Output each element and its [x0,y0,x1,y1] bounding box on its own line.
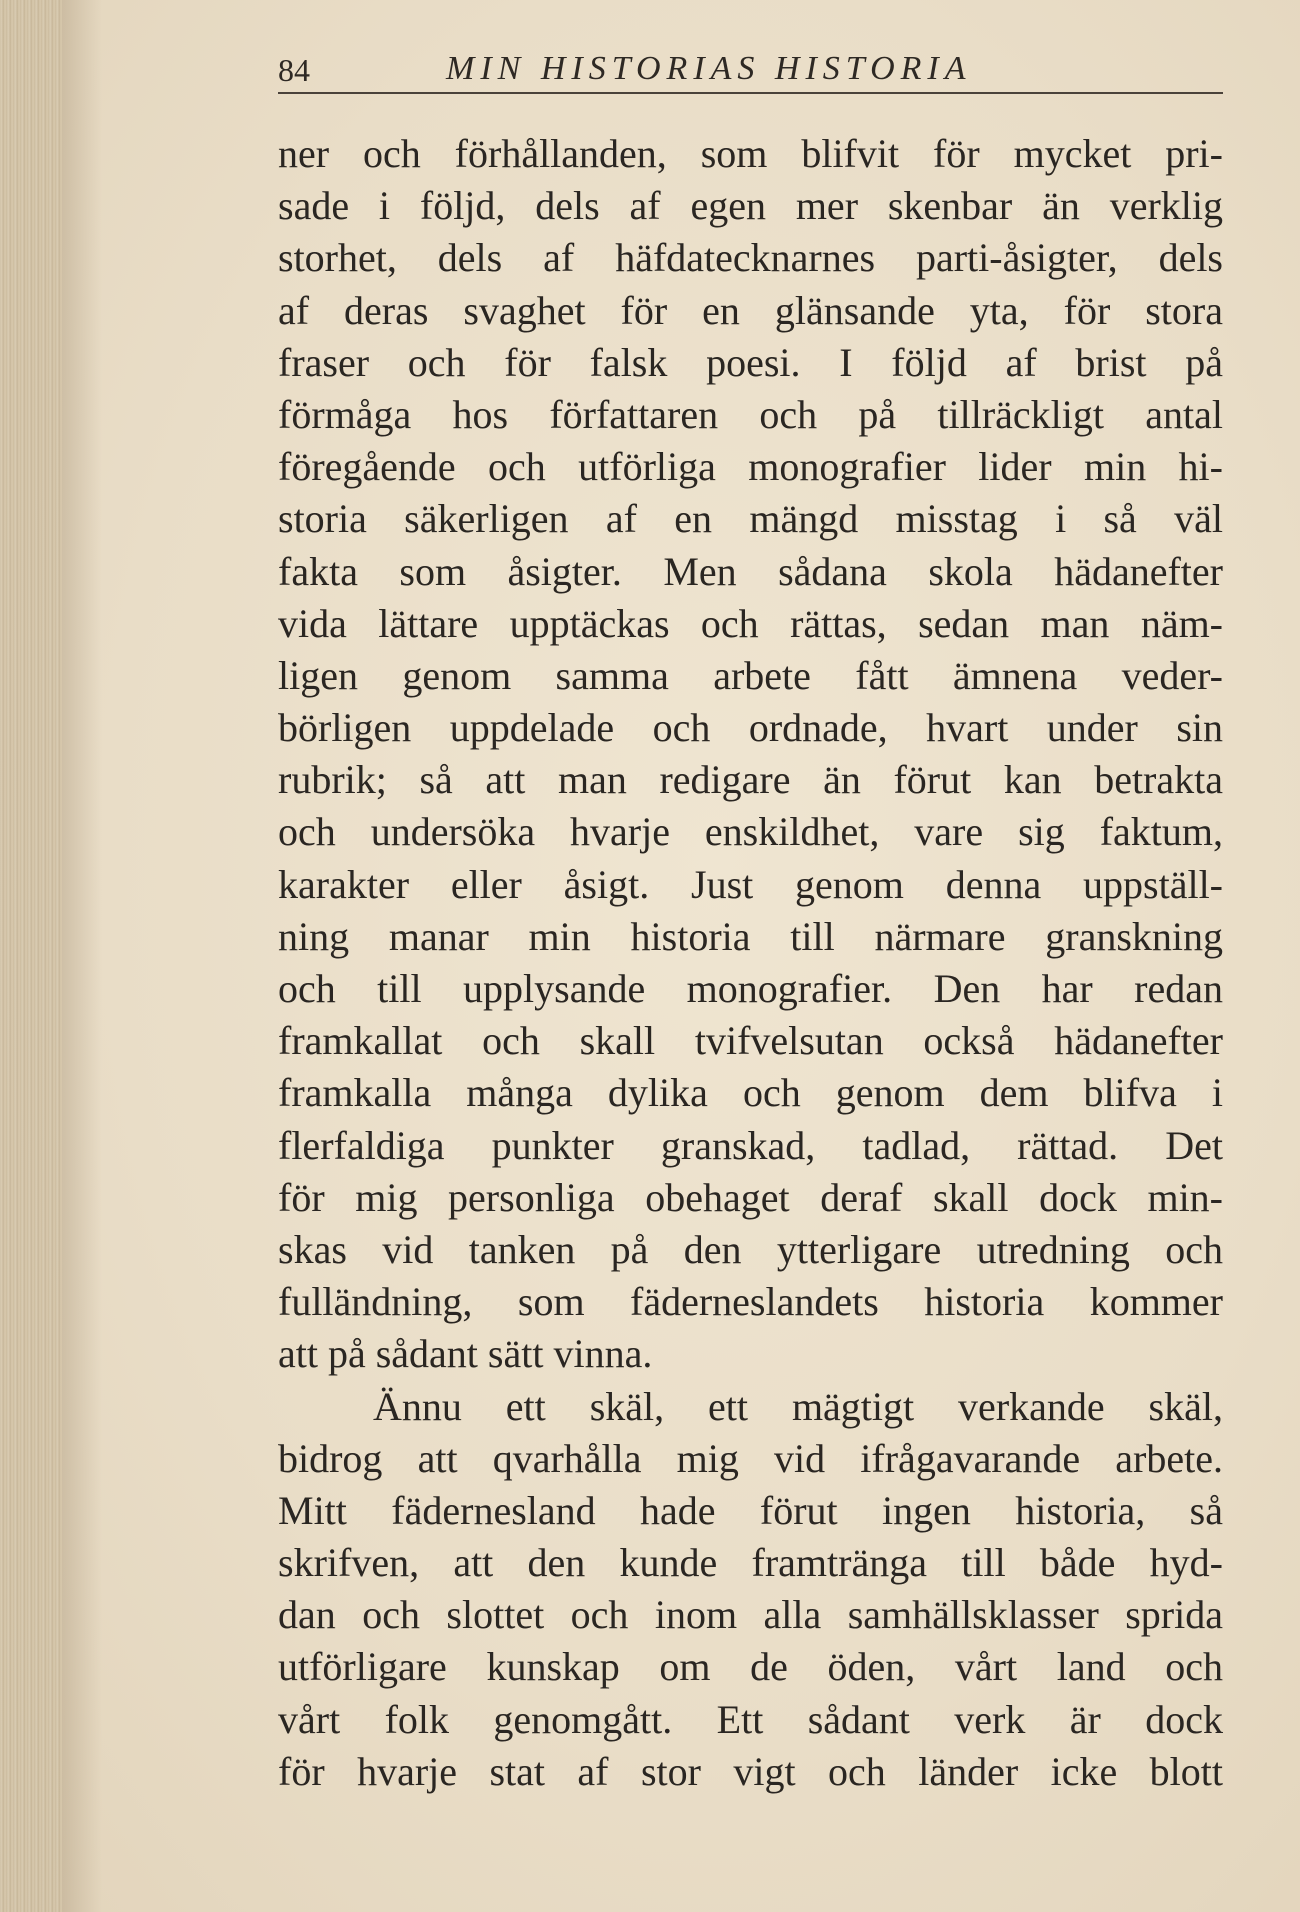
text-line: framkalla många dylika och genom dem blifva i [278,1070,1223,1116]
gutter-shadow [62,0,102,1912]
page-number: 84 [278,52,310,88]
text-line: framkallat och skall tvifvelsutan också hädanefter [278,1018,1223,1064]
text-line: för hvarje stat af stor vigt och länder icke blott [278,1748,1223,1794]
paragraph-start-line: Ännu ett skäl, ett mägtigt verkande skäl, [373,1383,1223,1429]
text-line: skas vid tanken på den ytterligare utredning och [278,1226,1223,1272]
text-line: Mitt fädernesland hade förut ingen historia, så [278,1487,1223,1533]
body-text [278,128,1223,1798]
paragraph-end-line: att på sådant sätt vinna. [278,1331,653,1377]
text-line: ning manar min historia till närmare granskning [278,913,1223,959]
text-line: utförligare kunskap om de öden, vårt land och [278,1644,1223,1690]
text-line: rubrik; så att man redigare än förut kan betrakta [278,757,1223,803]
text-line: fulländning, som fäderneslandets historia kommer [278,1279,1223,1325]
running-head: MIN HISTORIAS HISTORIA [446,50,972,87]
text-line: börligen uppdelade och ordnade, hvart under sin [278,705,1223,751]
text-line: för mig personliga obehaget deraf skall dock min- [278,1174,1223,1220]
text-line: skrifven, att den kunde framtränga till både hyd- [278,1540,1223,1586]
text-line: karakter eller åsigt. Just genom denna uppställ- [278,861,1223,907]
text-line: vårt folk genomgått. Ett sådant verk är dock [278,1696,1223,1742]
text-line: föregående och utförliga monografier lider min hi- [278,444,1223,490]
text-line: storhet, dels af häfdatecknarnes parti-åsigter, dels [278,235,1223,281]
text-line: af deras svaghet för en glänsande yta, för stora [278,287,1223,333]
text-line: bidrog att qvarhålla mig vid ifrågavarande arbete. [278,1435,1223,1481]
text-line: förmåga hos författaren och på tillräckligt antal [278,391,1223,437]
page-binding-edge [0,0,62,1912]
text-line: ner och förhållanden, som blifvit för mycket pri- [278,131,1223,176]
text-line: storia säkerligen af en mängd misstag i så väl [278,496,1223,542]
text-line: och till upplysande monografier. Den har redan [278,966,1223,1011]
text-line: sade i följd, dels af egen mer skenbar än verklig [278,183,1223,229]
text-line: dan och slottet och inom alla samhällsklasser sprida [278,1592,1223,1638]
text-line: fakta som åsigter. Men sådana skola hädanefter [278,548,1223,594]
text-line: och undersöka hvarje enskildhet, vare sig faktum, [278,809,1223,855]
text-line: flerfaldiga punkter granskad, tadlad, rättad. Det [278,1122,1223,1168]
text-line: fraser och för falsk poesi. I följd af brist på [278,339,1223,385]
text-line: ligen genom samma arbete fått ämnena veder- [278,652,1223,698]
page-header [278,46,1223,94]
text-line: vida lättare upptäckas och rättas, sedan man näm- [278,600,1223,646]
